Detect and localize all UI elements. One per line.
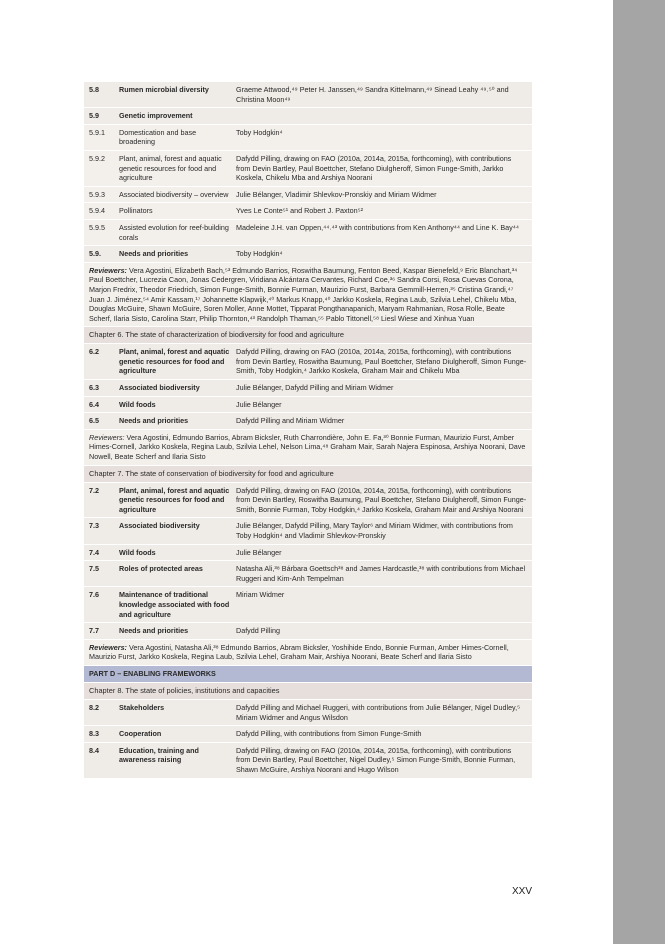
section-title: Education, training and awareness raising	[119, 745, 199, 765]
section-authors: Toby Hodgkin⁴	[236, 249, 283, 259]
section-number: 8.2	[89, 702, 99, 712]
table-row	[84, 108, 532, 125]
section-authors: Dafydd Pilling	[236, 626, 280, 636]
table-row	[84, 561, 532, 587]
section-title: Associated biodiversity	[119, 521, 200, 531]
chapter7-heading: Chapter 7. The state of conservation of biodiversity for food and agriculture	[84, 466, 532, 483]
section-title: Wild foods	[119, 399, 156, 409]
table-row	[84, 151, 532, 187]
table-row	[84, 82, 532, 108]
section-authors: Graeme Attwood,⁴⁹ Peter H. Janssen,⁴⁹ Sandra Kittelmann,⁴⁹ Sinead Leahy ⁴⁹˒⁵⁰ and Christina Moon⁴⁹	[236, 85, 509, 104]
section-authors: Dafydd Pilling, drawing on FAO (2010a, 2014a, 2015a, forthcoming), with contributions from Devin Bartley, Roswitha Baumung, Paul Boettcher, Stefano Diulgheroff, Simon Funge-Smith, Toby Hodgkin,⁴ Jarkko Koskela, Graham Mair and Chikelu Mba	[236, 347, 527, 376]
table-row	[84, 700, 532, 726]
section-number: 5.9	[89, 111, 99, 121]
section-number: 7.6	[89, 590, 99, 600]
section-authors: Dafydd Pilling, drawing on FAO (2010a, 2014a, 2015a, forthcoming), with contributions from Devin Bartley, Paul Boettcher, Stefano Diulgheroff, Simon Funge-Smith, Jarkko Koskela, Chikelu Mba and Arshiya Noorani	[236, 153, 512, 183]
section-authors	[236, 111, 532, 121]
section-authors: Julie Bélanger	[236, 547, 282, 557]
table-row	[84, 203, 532, 220]
table-row	[84, 344, 532, 380]
section-number: 8.3	[89, 729, 99, 739]
table-row	[84, 743, 532, 779]
contributors-table	[84, 82, 532, 779]
section-number: 5.9.3	[89, 189, 105, 199]
table-row	[84, 518, 532, 544]
section-authors: Julie Bélanger, Dafydd Pilling and Miriam Widmer	[236, 383, 394, 393]
section-authors: Madeleine J.H. van Oppen,⁴⁴˒⁴³ with contributions from Ken Anthony⁴⁴ and Line K. Bay⁴⁴	[236, 222, 519, 232]
section-authors: Dafydd Pilling, with contributions from Simon Funge-Smith	[236, 729, 422, 739]
reviewers-chapter7: Reviewers: Vera Agostini, Natasha Ali,³⁸ Edmundo Barrios, Abram Bicksler, Yoshihide Endo, Bonnie Furman, Amber Himes-Cornell, Maurizio Furst, Jarkko Koskela, Regina Laub, Szilvia Lehel, Graham Mair, Arshiya Noorani, Beate Scherf and Ilaria Sisto	[84, 640, 532, 666]
section-authors: Dafydd Pilling, drawing on FAO (2010a, 2014a, 2015a, forthcoming), with contributions from Devin Bartley, Paul Boettcher, Nigel Dudley,⁵ Simon Funge-Smith, Bonnie Furman, Shawn McGuire, Arshiya Noorani and Hugo Wilson	[236, 745, 516, 774]
section-number: 5.8	[89, 85, 99, 94]
section-title: Needs and priorities	[119, 416, 189, 426]
section-number: 6.2	[89, 347, 99, 357]
section-authors: Julie Bélanger	[236, 399, 282, 409]
section-title: Associated biodiversity – overview	[119, 189, 229, 199]
section-title: Wild foods	[119, 547, 156, 557]
table-row	[84, 587, 532, 623]
section-number: 6.5	[89, 416, 99, 426]
section-number: 5.9.	[89, 249, 101, 259]
section-number: 7.4	[89, 547, 99, 557]
table-row	[84, 380, 532, 397]
table-row	[84, 125, 532, 151]
section-authors: Dafydd Pilling and Michael Ruggeri, with contributions from Julie Bélanger, Nigel Dudley,⁵ Miriam Widmer and Angus Wilsdon	[236, 702, 521, 722]
section-number: 7.7	[89, 626, 99, 636]
table-row	[84, 187, 532, 204]
section-title: Rumen microbial diversity	[119, 85, 209, 94]
part-d-heading: PART D – ENABLING FRAMEWORKS	[84, 666, 532, 683]
section-title: Domestication and base broadening	[119, 127, 197, 147]
table-row	[84, 246, 532, 263]
section-title: Stakeholders	[119, 702, 165, 712]
section-authors: Dafydd Pilling, drawing on FAO (2010a, 2014a, 2015a, forthcoming), with contributions from Devin Bartley, Roswitha Baumung, Paul Boettcher, Stefano Diulgheroff, Simon Funge-Smith, Bonnie Furman, Toby Hodgkin,⁴ Jarkko Koskela, Graham Mair and Arshiya Noorani	[236, 485, 527, 514]
section-number: 5.9.5	[89, 222, 105, 232]
section-title: Genetic improvement	[119, 111, 193, 121]
section-title: Pollinators	[119, 206, 153, 216]
section-authors: Miriam Widmer	[236, 590, 285, 600]
section-number: 7.2	[89, 485, 99, 495]
page-edge-bar	[613, 0, 665, 944]
table-row	[84, 220, 532, 246]
table-row	[84, 397, 532, 414]
section-title: Plant, animal, forest and aquatic genetic resources for food and agriculture	[119, 347, 230, 376]
section-title: Roles of protected areas	[119, 564, 203, 574]
section-authors: Toby Hodgkin⁴	[236, 127, 283, 137]
section-authors: Julie Bélanger, Dafydd Pilling, Mary Taylor⁶ and Miriam Widmer, with contributions from Toby Hodgkin⁴ and Vladimir Shlevkov-Pronskiy	[236, 521, 513, 540]
chapter5-rows	[84, 82, 532, 263]
table-row	[84, 726, 532, 743]
table-row	[84, 623, 532, 640]
chapter8-heading: Chapter 8. The state of policies, institutions and capacities	[84, 683, 532, 700]
section-title: Needs and priorities	[119, 626, 189, 636]
section-title: Maintenance of traditional knowledge associated with food and agriculture	[119, 590, 230, 619]
section-title: Plant, animal, forest and aquatic genetic resources for food and agriculture	[119, 485, 230, 514]
reviewers-chapter6: Reviewers: Vera Agostini, Edmundo Barrios, Abram Bicksler, Ruth Charrondière, John E. Fa,³⁰ Bonnie Furman, Maurizio Furst, Amber Himes-Cornell, Jarkko Koskela, Regina Laub, Szilvia Lehel, Nelson Lima,⁴⁸ Graham Mair, Sarah Najera Espinosa, Arshiya Noorani, Dave Nowell, Beate Scherf and Ilaria Sisto	[84, 430, 532, 466]
section-number: 6.4	[89, 399, 99, 409]
section-title: Assisted evolution for reef-building corals	[119, 222, 229, 242]
section-title: Needs and priorities	[119, 249, 189, 259]
chapter7-rows	[84, 483, 532, 640]
section-number: 5.9.1	[89, 127, 105, 137]
table-row	[84, 413, 532, 430]
section-authors: Natasha Ali,³⁸ Bárbara Goettsch³⁸ and James Hardcastle,³⁸ with contributions from Michael Ruggeri and Kim-Anh Tempelman	[236, 564, 526, 583]
page-number: XXV	[512, 886, 533, 897]
section-number: 6.3	[89, 383, 99, 393]
chapter6-heading: Chapter 6. The state of characterization of biodiversity for food and agriculture	[84, 327, 532, 344]
section-authors: Julie Bélanger, Vladimir Shlevkov-Pronskiy and Miriam Widmer	[236, 189, 437, 199]
section-number: 5.9.4	[89, 206, 105, 216]
section-number: 7.3	[89, 521, 99, 531]
section-authors: Yves Le Conte⁵¹ and Robert J. Paxton⁵²	[236, 206, 364, 216]
section-authors: Dafydd Pilling and Miriam Widmer	[236, 416, 345, 426]
section-number: 7.5	[89, 564, 99, 574]
reviewers-chapter5: Reviewers: Vera Agostini, Elizabeth Bach,⁵³ Edmundo Barrios, Roswitha Baumung, Fenton Beed, Kaspar Bienefeld,⁹ Eric Blanchart,³⁴ Paul Boettcher, Lucrezia Caon, Jonas Cedergren, Viridiana Alcántara Cervantes, Richard Coe,³⁶ Sandra Corsi, Rosa Cuevas Corona, Marjon Fredrix, Theodor Friedrich, Simon Funge-Smith, Bonnie Furman, Maurizio Furst, Barbara Gemmill-Herren,³⁵ Cristina Grandi,⁴⁷ Juan J. Jiménez,⁵⁴ Amir Kassam,¹⁷ Johannette Klapwijk,⁴⁰ Markus Knapp,⁴⁰ Jarkko Koskela, Regina Laub, Szilvia Lehel, Chikelu Mba, Douglas McGuire, Shawn McGuire, Soren Moller, Anne Mottet, Tipparat Pongthanapanich, Maryam Rahmanian, Rosa Rolle, Beate Scherf, Ilaria Sisto, Carolina Starr, Philip Thornton,⁴³ Randolph Thaman,⁵⁵ Pablo Tittonell,⁵⁸ Liesl Wiese and Xinhua Yuan	[84, 263, 532, 328]
chapter6-rows	[84, 344, 532, 430]
section-number: 5.9.2	[89, 153, 105, 163]
section-number: 8.4	[89, 745, 99, 755]
table-row	[84, 483, 532, 519]
chapter8-rows	[84, 700, 532, 779]
table-row	[84, 545, 532, 562]
section-title: Plant, animal, forest and aquatic genetic resources for food and agriculture	[119, 153, 222, 183]
section-title: Associated biodiversity	[119, 383, 200, 393]
section-title: Cooperation	[119, 729, 162, 739]
